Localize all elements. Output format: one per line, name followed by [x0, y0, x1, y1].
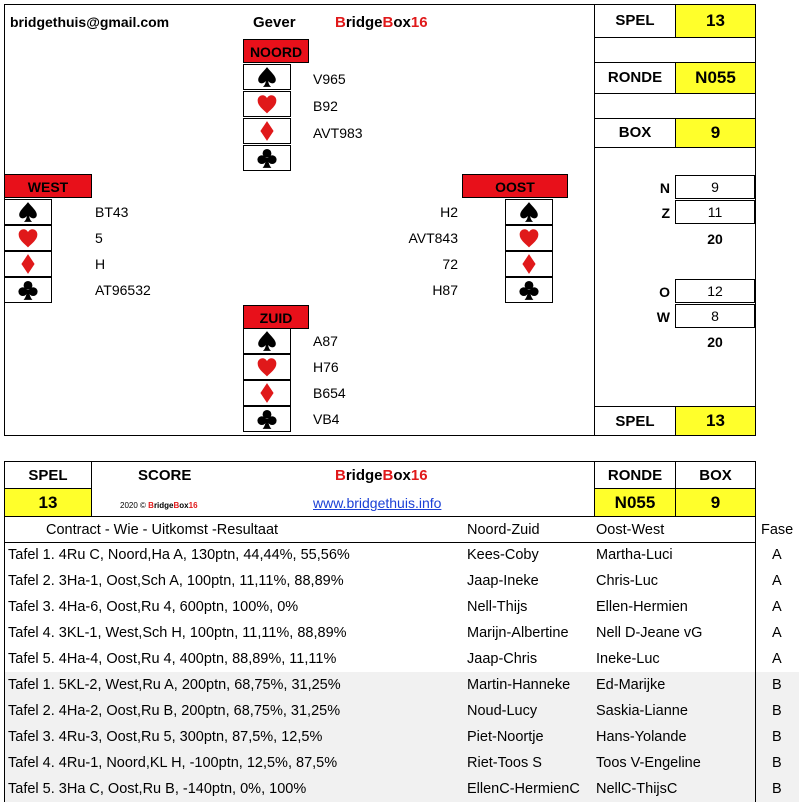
row-result: Tafel 1. 4Ru C, Noord,Ha A, 130ptn, 44,44%, 55,56% [8, 547, 350, 563]
table-left-border [4, 517, 5, 802]
table-row [4, 542, 799, 568]
north-spades: V965 [313, 71, 346, 87]
ronde-value: N055 [675, 62, 756, 94]
col-contract: Contract - Wie - Uitkomst -Resultaat [46, 522, 279, 538]
east-diamonds: 72 [442, 256, 458, 272]
diamond-icon [256, 382, 278, 404]
row-ow: Ineke-Luc [596, 651, 660, 667]
row-fase: A [772, 599, 782, 615]
row-fase: B [772, 703, 782, 719]
row-nz: Nell-Thijs [467, 599, 528, 615]
row-ow: Martha-Luci [596, 547, 673, 563]
spade-icon [256, 66, 278, 88]
row-nz: Piet-Noortje [467, 729, 544, 745]
website-link[interactable]: www.bridgethuis.info [313, 495, 442, 511]
club-icon [256, 408, 278, 430]
table-row [4, 672, 799, 698]
points-nz-total: 20 [707, 231, 723, 247]
row-nz: Kees-Coby [467, 547, 539, 563]
points-z-value: 11 [675, 200, 755, 224]
west-clubs: AT96532 [95, 282, 151, 298]
row-nz: Riet-Toos S [467, 755, 542, 771]
row-result: Tafel 2. 4Ha-2, Oost,Ru B, 200ptn, 68,75%, 31,25% [8, 703, 341, 719]
col-fase: Fase [761, 522, 794, 538]
score-box-value: 9 [675, 488, 756, 517]
col-nz: Noord-Zuid [467, 522, 540, 538]
north-hearts: B92 [313, 98, 338, 114]
south-diamonds: B654 [313, 385, 346, 401]
row-ow: Hans-Yolande [596, 729, 687, 745]
row-ow: Chris-Luc [596, 573, 659, 589]
points-w-value: 8 [675, 304, 755, 328]
table-row [4, 750, 799, 776]
points-n-label: N [659, 180, 670, 196]
heart-icon [518, 227, 540, 249]
brand-logo: BridgeBox16 [335, 14, 428, 31]
south-diamonds-cell [243, 380, 291, 406]
east-spades: H2 [440, 204, 458, 220]
table-row [4, 724, 799, 750]
row-ow: Nell D-Jeane vG [596, 625, 703, 641]
club-icon [17, 279, 39, 301]
west-diamonds: H [95, 256, 106, 272]
east-clubs-cell [505, 277, 553, 303]
copyright: 2020 © BridgeBox16 [120, 501, 198, 510]
west-label: WEST [4, 174, 92, 198]
row-nz: Martin-Hanneke [467, 677, 571, 693]
row-nz: EllenC-HermienC [467, 781, 580, 797]
spade-icon [518, 201, 540, 223]
table-row [4, 776, 799, 802]
score-spel-label: SPEL [4, 461, 92, 489]
row-ow: Toos V-Engeline [596, 755, 701, 771]
east-spades-cell [505, 199, 553, 225]
table-row [4, 568, 799, 594]
north-hearts-cell [243, 91, 291, 117]
points-z-label: Z [661, 205, 670, 221]
row-fase: B [772, 755, 782, 771]
heart-icon [256, 356, 278, 378]
row-ow: Saskia-Lianne [596, 703, 688, 719]
spade-icon [256, 330, 278, 352]
row-ow: Ed-Marijke [596, 677, 666, 693]
east-hearts-cell [505, 225, 553, 251]
heart-icon [256, 93, 278, 115]
north-spades-cell [243, 64, 291, 90]
club-icon [256, 147, 278, 169]
dealer-label: Gever [253, 14, 296, 31]
points-n-value: 9 [675, 175, 755, 199]
score-ronde-label: RONDE [594, 461, 676, 489]
south-clubs-cell [243, 406, 291, 432]
table-row [4, 620, 799, 646]
row-result: Tafel 2. 3Ha-1, Oost,Sch A, 100ptn, 11,11%, 88,89% [8, 573, 344, 589]
row-result: Tafel 1. 5KL-2, West,Ru A, 200ptn, 68,75%, 31,25% [8, 677, 341, 693]
row-result: Tafel 5. 3Ha C, Oost,Ru B, -140ptn, 0%, 100% [8, 781, 307, 797]
south-spades: A87 [313, 333, 338, 349]
east-hearts: AVT843 [408, 230, 458, 246]
diamond-icon [17, 253, 39, 275]
row-fase: B [772, 781, 782, 797]
score-brand-logo: BridgeBox16 [335, 467, 428, 484]
east-diamonds-cell [505, 251, 553, 277]
spel-label: SPEL [594, 4, 676, 38]
row-fase: A [772, 573, 782, 589]
row-result: Tafel 3. 4Ha-6, Oost,Ru 4, 600ptn, 100%, 0% [8, 599, 299, 615]
club-icon [518, 279, 540, 301]
north-clubs-cell [243, 145, 291, 171]
row-ow: NellC-ThijsC [596, 781, 678, 797]
box-value: 9 [675, 118, 756, 148]
west-diamonds-cell [4, 251, 52, 277]
spacer-row-1 [594, 37, 756, 63]
spel-bottom-label: SPEL [594, 406, 676, 436]
row-fase: A [772, 651, 782, 667]
points-ow-total: 20 [707, 334, 723, 350]
row-ow: Ellen-Hermien [596, 599, 688, 615]
row-fase: A [772, 625, 782, 641]
points-o-value: 12 [675, 279, 755, 303]
table-right-border [755, 517, 756, 802]
ronde-label: RONDE [594, 62, 676, 94]
table-row [4, 594, 799, 620]
row-result: Tafel 5. 4Ha-4, Oost,Ru 4, 400ptn, 88,89%, 11,11% [8, 651, 337, 667]
score-title: SCORE [138, 467, 192, 484]
row-nz: Noud-Lucy [467, 703, 538, 719]
row-result: Tafel 4. 3KL-1, West,Sch H, 100ptn, 11,11%, 88,89% [8, 625, 347, 641]
south-label: ZUID [243, 305, 309, 329]
points-o-label: O [659, 284, 670, 300]
north-label: NOORD [243, 39, 309, 63]
score-ronde-value: N055 [594, 488, 676, 517]
score-spel-value: 13 [4, 488, 92, 517]
row-fase: B [772, 729, 782, 745]
west-hearts: 5 [95, 230, 103, 246]
south-spades-cell [243, 328, 291, 354]
spel-bottom-value: 13 [675, 406, 756, 436]
east-clubs: H87 [432, 282, 458, 298]
diamond-icon [256, 120, 278, 142]
west-spades-cell [4, 199, 52, 225]
row-fase: B [772, 677, 782, 693]
south-hearts-cell [243, 354, 291, 380]
points-w-label: W [656, 309, 670, 325]
row-nz: Marijn-Albertine [467, 625, 569, 641]
row-fase: A [772, 547, 782, 563]
north-diamonds-cell [243, 118, 291, 144]
west-spades: BT43 [95, 204, 129, 220]
row-nz: Jaap-Ineke [467, 573, 539, 589]
spade-icon [17, 201, 39, 223]
email-text: bridgethuis@gmail.com [10, 14, 170, 30]
score-box-label: BOX [675, 461, 756, 489]
south-hearts: H76 [313, 359, 339, 375]
diamond-icon [518, 253, 540, 275]
south-clubs: VB4 [313, 411, 340, 427]
heart-icon [17, 227, 39, 249]
row-result: Tafel 4. 4Ru-1, Noord,KL H, -100ptn, 12,5%, 87,5% [8, 755, 338, 771]
row-nz: Jaap-Chris [467, 651, 538, 667]
west-hearts-cell [4, 225, 52, 251]
row-result: Tafel 3. 4Ru-3, Oost,Ru 5, 300ptn, 87,5%, 12,5% [8, 729, 323, 745]
table-row [4, 698, 799, 724]
east-label: OOST [462, 174, 568, 198]
west-clubs-cell [4, 277, 52, 303]
col-ow: Oost-West [596, 522, 665, 538]
box-label: BOX [594, 118, 676, 148]
spacer-row-2 [594, 93, 756, 119]
north-diamonds: AVT983 [313, 125, 363, 141]
table-row [4, 646, 799, 672]
spel-value: 13 [675, 4, 756, 38]
